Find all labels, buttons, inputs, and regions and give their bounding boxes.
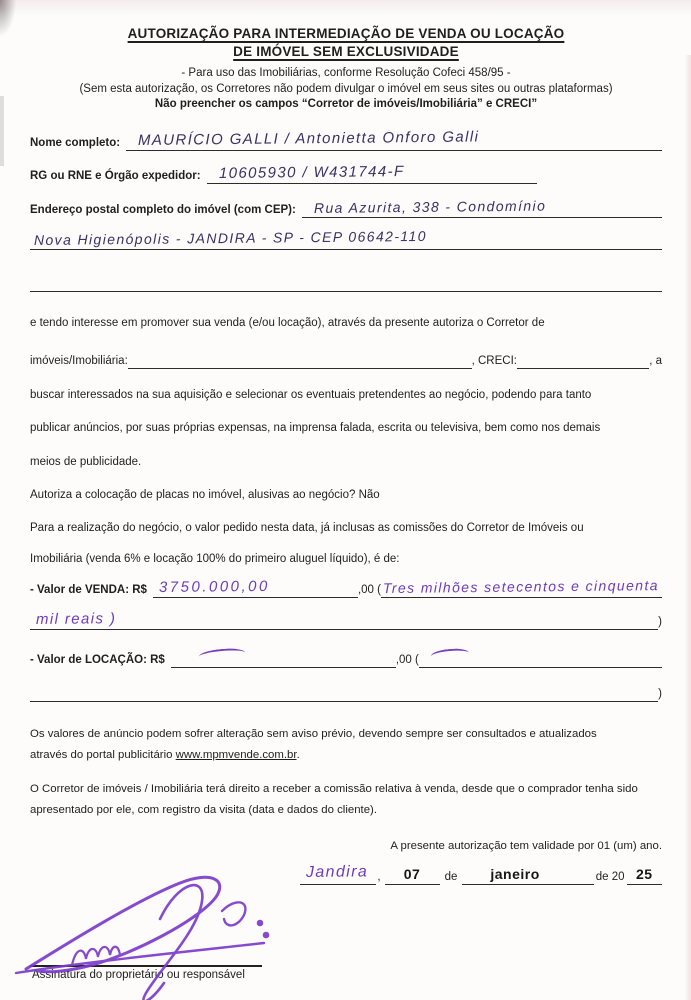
month-typed-value: janeiro — [490, 865, 540, 882]
venda-label: - Valor de VENDA: R$ — [30, 584, 147, 597]
nome-label: Nome completo: — [30, 136, 121, 149]
form-title-line1: AUTORIZAÇÃO PARA INTERMEDIAÇÃO DE VENDA OU LOCAÇÃO — [127, 26, 565, 41]
month-line — [462, 865, 593, 885]
form-note-warning: (Sem esta autorização, os Corretores não podem divulgar o imóvel em seus sites ou outras plataformas) — [79, 82, 613, 95]
form-title-line2: DE IMÓVEL SEM EXCLUSIVIDADE — [233, 44, 459, 59]
broker-blank-line — [128, 349, 472, 369]
venda-extenso-handwritten1: Tres milhões setecentos e cinquenta — [382, 577, 659, 597]
broker-label: imóveis/Imobiliária: — [30, 355, 128, 368]
date-de2: de 20 — [595, 870, 625, 883]
signature-line — [30, 965, 262, 967]
scan-artifact-corner-smudge — [0, 0, 16, 36]
date-row — [300, 862, 662, 885]
date-comma: , — [377, 870, 381, 883]
venda-cents-open: ,00 ( — [357, 584, 381, 597]
city-line — [300, 862, 376, 885]
year-line — [627, 865, 663, 885]
venda-close-paren: ) — [658, 616, 662, 629]
secondary-signature-stroke — [60, 985, 280, 1000]
locacao-pen-dash-2 — [430, 648, 469, 662]
authorization-broker-row — [30, 349, 662, 369]
venda-extenso-line1 — [381, 578, 662, 598]
prices-notice-line1: Os valores de anúncio podem sofrer alteração sem aviso prévio, devendo sempre ser consultados e atualizados — [30, 728, 597, 741]
locacao-row — [30, 648, 662, 668]
validity-statement: A presente autorização tem validade por 01 (um) ano. — [390, 839, 662, 852]
creci-blank-line — [517, 349, 649, 369]
nome-handwritten-value: MAURÍCIO GALLI / Antonietta Onforo Galli — [137, 127, 480, 149]
rg-label: RG ou RNE e Órgão expedidor: — [30, 169, 201, 182]
day-line — [385, 865, 440, 885]
rg-handwritten-value: 10605930 / W431744-F — [218, 162, 405, 182]
venda-row2 — [30, 610, 662, 630]
scan-artifact-left-edge — [0, 96, 4, 166]
authorization-text-line1: e tendo interesse em promover sua venda (e/ou locação), através da presente autoriza o Corretor de — [30, 316, 545, 329]
pricing-intro-line2: Imobiliária (venda 6% e locação 100% do primeiro aluguel líquido), é de: — [30, 552, 400, 565]
venda-row — [30, 578, 662, 598]
locacao-cents-open: ,00 ( — [395, 654, 419, 667]
placas-question: Autoriza a colocação de placas no imóvel, alusivas ao negócio? Não — [30, 489, 380, 502]
endereco-handwritten-line1: Rua Azurita, 338 - Condomínio — [313, 197, 547, 216]
endereco-handwritten-line2: Nova Higienópolis - JANDIRA - SP - CEP 06642-110 — [33, 227, 427, 248]
year-typed-value: 25 — [635, 865, 653, 882]
authorization-text-line4: publicar anúncios, por suas próprias expensas, na imprensa falada, escrita ou televisiva, bem como nos demais — [30, 422, 601, 435]
prices-notice-line2-suffix: . — [296, 749, 300, 762]
prices-notice — [30, 724, 662, 766]
endereco-label: Endereço postal completo do imóvel (com CEP): — [30, 203, 296, 216]
locacao-extenso-line1 — [419, 648, 662, 668]
pricing-intro-line1: Para a realização do negócio, o valor pedido nesta data, já inclusas as comissões do Corretor de Imóveis ou — [30, 522, 584, 535]
signature-zone — [30, 899, 662, 1000]
locacao-close-paren: ) — [658, 688, 662, 701]
authorization-text-line5: meios de publicidade. — [30, 455, 142, 468]
venda-extenso-line2 — [30, 610, 658, 630]
scan-artifact-right-edge — [684, 55, 691, 1000]
portal-url: www.mpmvende.com.br — [175, 749, 297, 762]
authorization-text-line3: buscar interessados na sua aquisição e selecionar os eventuais pretendentes ao negócio, podendo para tanto — [30, 388, 592, 401]
day-typed-value: 07 — [403, 865, 421, 882]
field-row-nome — [30, 127, 662, 151]
endereco-field-line2 — [30, 227, 662, 250]
scan-artifact-top — [0, 0, 691, 16]
endereco-field-line1 — [302, 198, 662, 218]
locacao-extenso-line2 — [30, 682, 658, 702]
form-note-instruction: Não preencher os campos “Corretor de imóveis/Imobiliária” e CRECI” — [154, 98, 538, 111]
locacao-row2 — [30, 682, 662, 702]
locacao-label: - Valor de LOCAÇÃO: R$ — [30, 654, 165, 667]
field-row-endereco — [30, 198, 662, 218]
venda-extenso-handwritten2: mil reais ) — [35, 610, 117, 629]
creci-suffix: , a — [649, 355, 662, 368]
venda-value-line — [153, 578, 358, 598]
prices-notice-line2-prefix: através do portal publicitário — [30, 749, 176, 762]
locacao-value-line — [171, 648, 396, 668]
creci-label: , CRECI: — [471, 355, 517, 368]
endereco-field-line3-blank — [30, 272, 662, 292]
nome-field-line — [126, 127, 662, 151]
form-note-usage: - Para uso das Imobiliárias, conforme Resolução Cofeci 458/95 - — [181, 67, 511, 79]
date-de1: de — [444, 870, 458, 883]
city-handwritten: Jandira — [305, 862, 369, 881]
field-row-rg — [30, 164, 662, 184]
rg-field-line — [207, 164, 537, 184]
signature-label: Assinatura do proprietário ou responsável — [32, 968, 245, 981]
venda-handwritten-value: 3750.000,00 — [158, 578, 270, 597]
locacao-pen-dash-1 — [198, 647, 245, 662]
commission-notice: O Corretor de imóveis / Imobiliária terá direito a receber a comissão relativa à venda, desde que o comprador tenha sido apresentado por ele, com registro da visita (data e dados do cliente). — [30, 783, 638, 817]
